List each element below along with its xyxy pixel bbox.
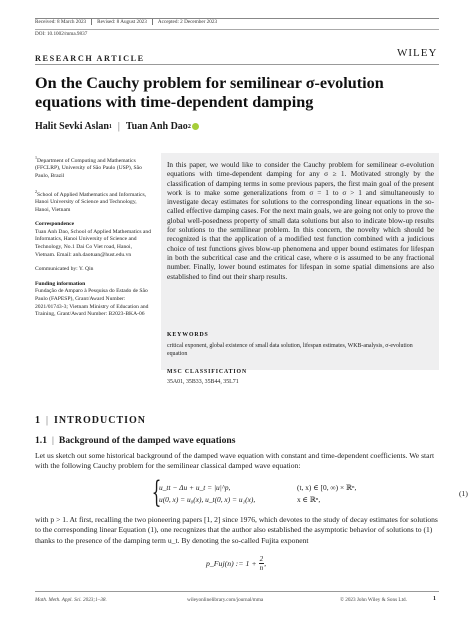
paragraph: with p > 1. At first, recalling the two pioneering papers [1, 2] since 1976, which devotes to the study of decay estimates for solutions to the corresponding linear Equation (1), one recognizes that the author also established the asymptotic behavior of solutions to (1) thanks to the presence of the damping term u_t. By denoting the so-called Fujita exponent — [35, 515, 438, 545]
publisher-logo: WILEY — [397, 47, 438, 59]
accepted-date: Accepted: 2 December 2023 — [157, 19, 218, 25]
formula-lhs: p_Fuj(n) := 1 + — [206, 559, 257, 568]
subsection-title: Background of the damped wave equations — [58, 435, 236, 446]
section-heading — [35, 415, 146, 426]
page-number: 1 — [433, 596, 436, 602]
author-list — [35, 121, 199, 132]
correspondence-heading: Correspondence — [35, 221, 75, 228]
communicated-by: Communicated by: Y. Qin — [35, 266, 94, 273]
keywords-text: critical exponent, global existence of small data solution, lifespan estimates, WKB-analysis, σ-evolution equation — [167, 343, 413, 357]
article-title: On the Cauchy problem for semilinear σ-evolution equations with time-dependent damping — [35, 74, 384, 111]
subsection-number: 1.1 — [35, 435, 47, 446]
equation-condition: (t, x) ∈ [0, ∞) × ℝⁿ, — [297, 483, 357, 492]
header-rule — [35, 64, 439, 65]
author-name[interactable]: Tuan Anh Dao — [125, 121, 188, 132]
separator — [91, 19, 92, 25]
abstract-text: In this paper, we would like to consider the Cauchy problem for semilinear σ-evolution equations with time-dependent damping for any σ ≥ 1. Motivated strongly by the classification of damping terms in some previous papers, the first main goal of the present work is to make some generalizations from σ = 1 to σ > 1 and simultaneously to investigate decay estimates for solutions to the corresponding linear equations in the so-called effective damping cases. For the next main goals, we are going not only to prove the global well-posedness property of small data solutions but also to indicate blow-up results for solutions to the semilinear problem. In this concern, the novelty which should be recognized is that the application of a modified test function combined with a judicious choice of test functions gives blow-up phenomena and upper bound estimates for lifespan in both the subcritical case and the critical case, where σ is assumed to be any fractional number. Finally, lower bound estimates for lifespan in some spatial dimensions are also established to find out their sharp results. — [167, 160, 434, 281]
article-type: RESEARCH ARTICLE — [35, 54, 145, 63]
subsection-heading — [35, 435, 235, 446]
equation-condition: x ∈ ℝⁿ, — [297, 495, 321, 504]
fujita-exponent-formula — [206, 555, 266, 572]
affiliation-text: Department of Computing and Mathematics (FFCLRP), University of São Paulo (USP), São Paulo, Brazil — [35, 157, 142, 180]
doi-rule — [35, 29, 439, 30]
affiliation-text: School of Applied Mathematics and Informatics, Hanoi University of Science and Technology, Hanoi, Vietnam — [35, 191, 147, 213]
heading-separator: | — [52, 435, 54, 446]
journal-citation: Math. Meth. Appl. Sci. 2023;1–38. — [35, 597, 107, 603]
copyright: © 2023 John Wiley & Sons Ltd. — [340, 597, 407, 603]
equation-1 — [35, 475, 468, 510]
keywords-heading: KEYWORDS — [167, 332, 209, 338]
numerator: 2 — [259, 555, 264, 563]
correspondence-text: Tuan Anh Dao, School of Applied Mathematics and Informatics, Hanoi University of Science and Technology, No.1 Dai Co Viet road, Hanoi, Vietnam. Email: anh.daotuan@hust.edu.vn — [35, 228, 152, 258]
denominator: n — [259, 564, 264, 572]
affiliation-1 — [35, 154, 153, 181]
msc-codes: 35A01, 35B33, 35B44, 35L71 — [167, 379, 239, 385]
author-name[interactable]: Halit Sevki Aslan — [35, 121, 109, 132]
section-title: INTRODUCTION — [54, 415, 147, 426]
section-number: 1 — [35, 415, 41, 426]
affiliation-marker: 2 — [187, 123, 191, 130]
author-separator: | — [117, 121, 120, 132]
equation-line: u_tt − Δu + u_t = |u|^p, — [159, 483, 231, 492]
equation-brace: { — [151, 475, 162, 510]
footer-rule — [35, 591, 439, 592]
paragraph: Let us sketch out some historical background of the damped wave equation with constant and time-dependent coefficients. We start with the following Cauchy problem for the semilinear classical damped wave equation: — [35, 451, 435, 471]
equation-line: u(0, x) = u₀(x), u_t(0, x) = u₁(x), — [159, 495, 256, 504]
heading-separator: | — [46, 415, 50, 426]
article-history — [35, 19, 217, 25]
article-info-sidebar — [35, 154, 153, 324]
equation-number: (1) — [459, 489, 468, 498]
doi[interactable]: DOI: 10.1002/mma.9837 — [35, 31, 88, 37]
affiliation-marker: 1 — [35, 155, 37, 160]
affiliation-marker: 1 — [108, 123, 112, 130]
affiliation-2 — [35, 188, 153, 215]
orcid-icon[interactable] — [192, 123, 199, 130]
affiliation-marker: 2 — [35, 188, 37, 194]
formula-end: , — [264, 559, 267, 568]
revised-date: Revised: 8 August 2023 — [97, 19, 147, 25]
received-date: Received: 8 March 2023 — [35, 19, 87, 25]
msc-heading: MSC CLASSIFICATION — [167, 369, 248, 375]
funding-text: Fundação de Amparo à Pesquisa do Estado de São Paulo (FAPESP), Grant/Award Number: 2021/01743-3; Vietnam Ministry of Education and Training, Grant/Award Number: B2023-BKA-06 — [35, 288, 149, 318]
separator — [152, 19, 153, 25]
funding-heading: Funding information — [35, 280, 86, 287]
journal-url[interactable]: wileyonlinelibrary.com/journal/mma — [187, 597, 264, 603]
